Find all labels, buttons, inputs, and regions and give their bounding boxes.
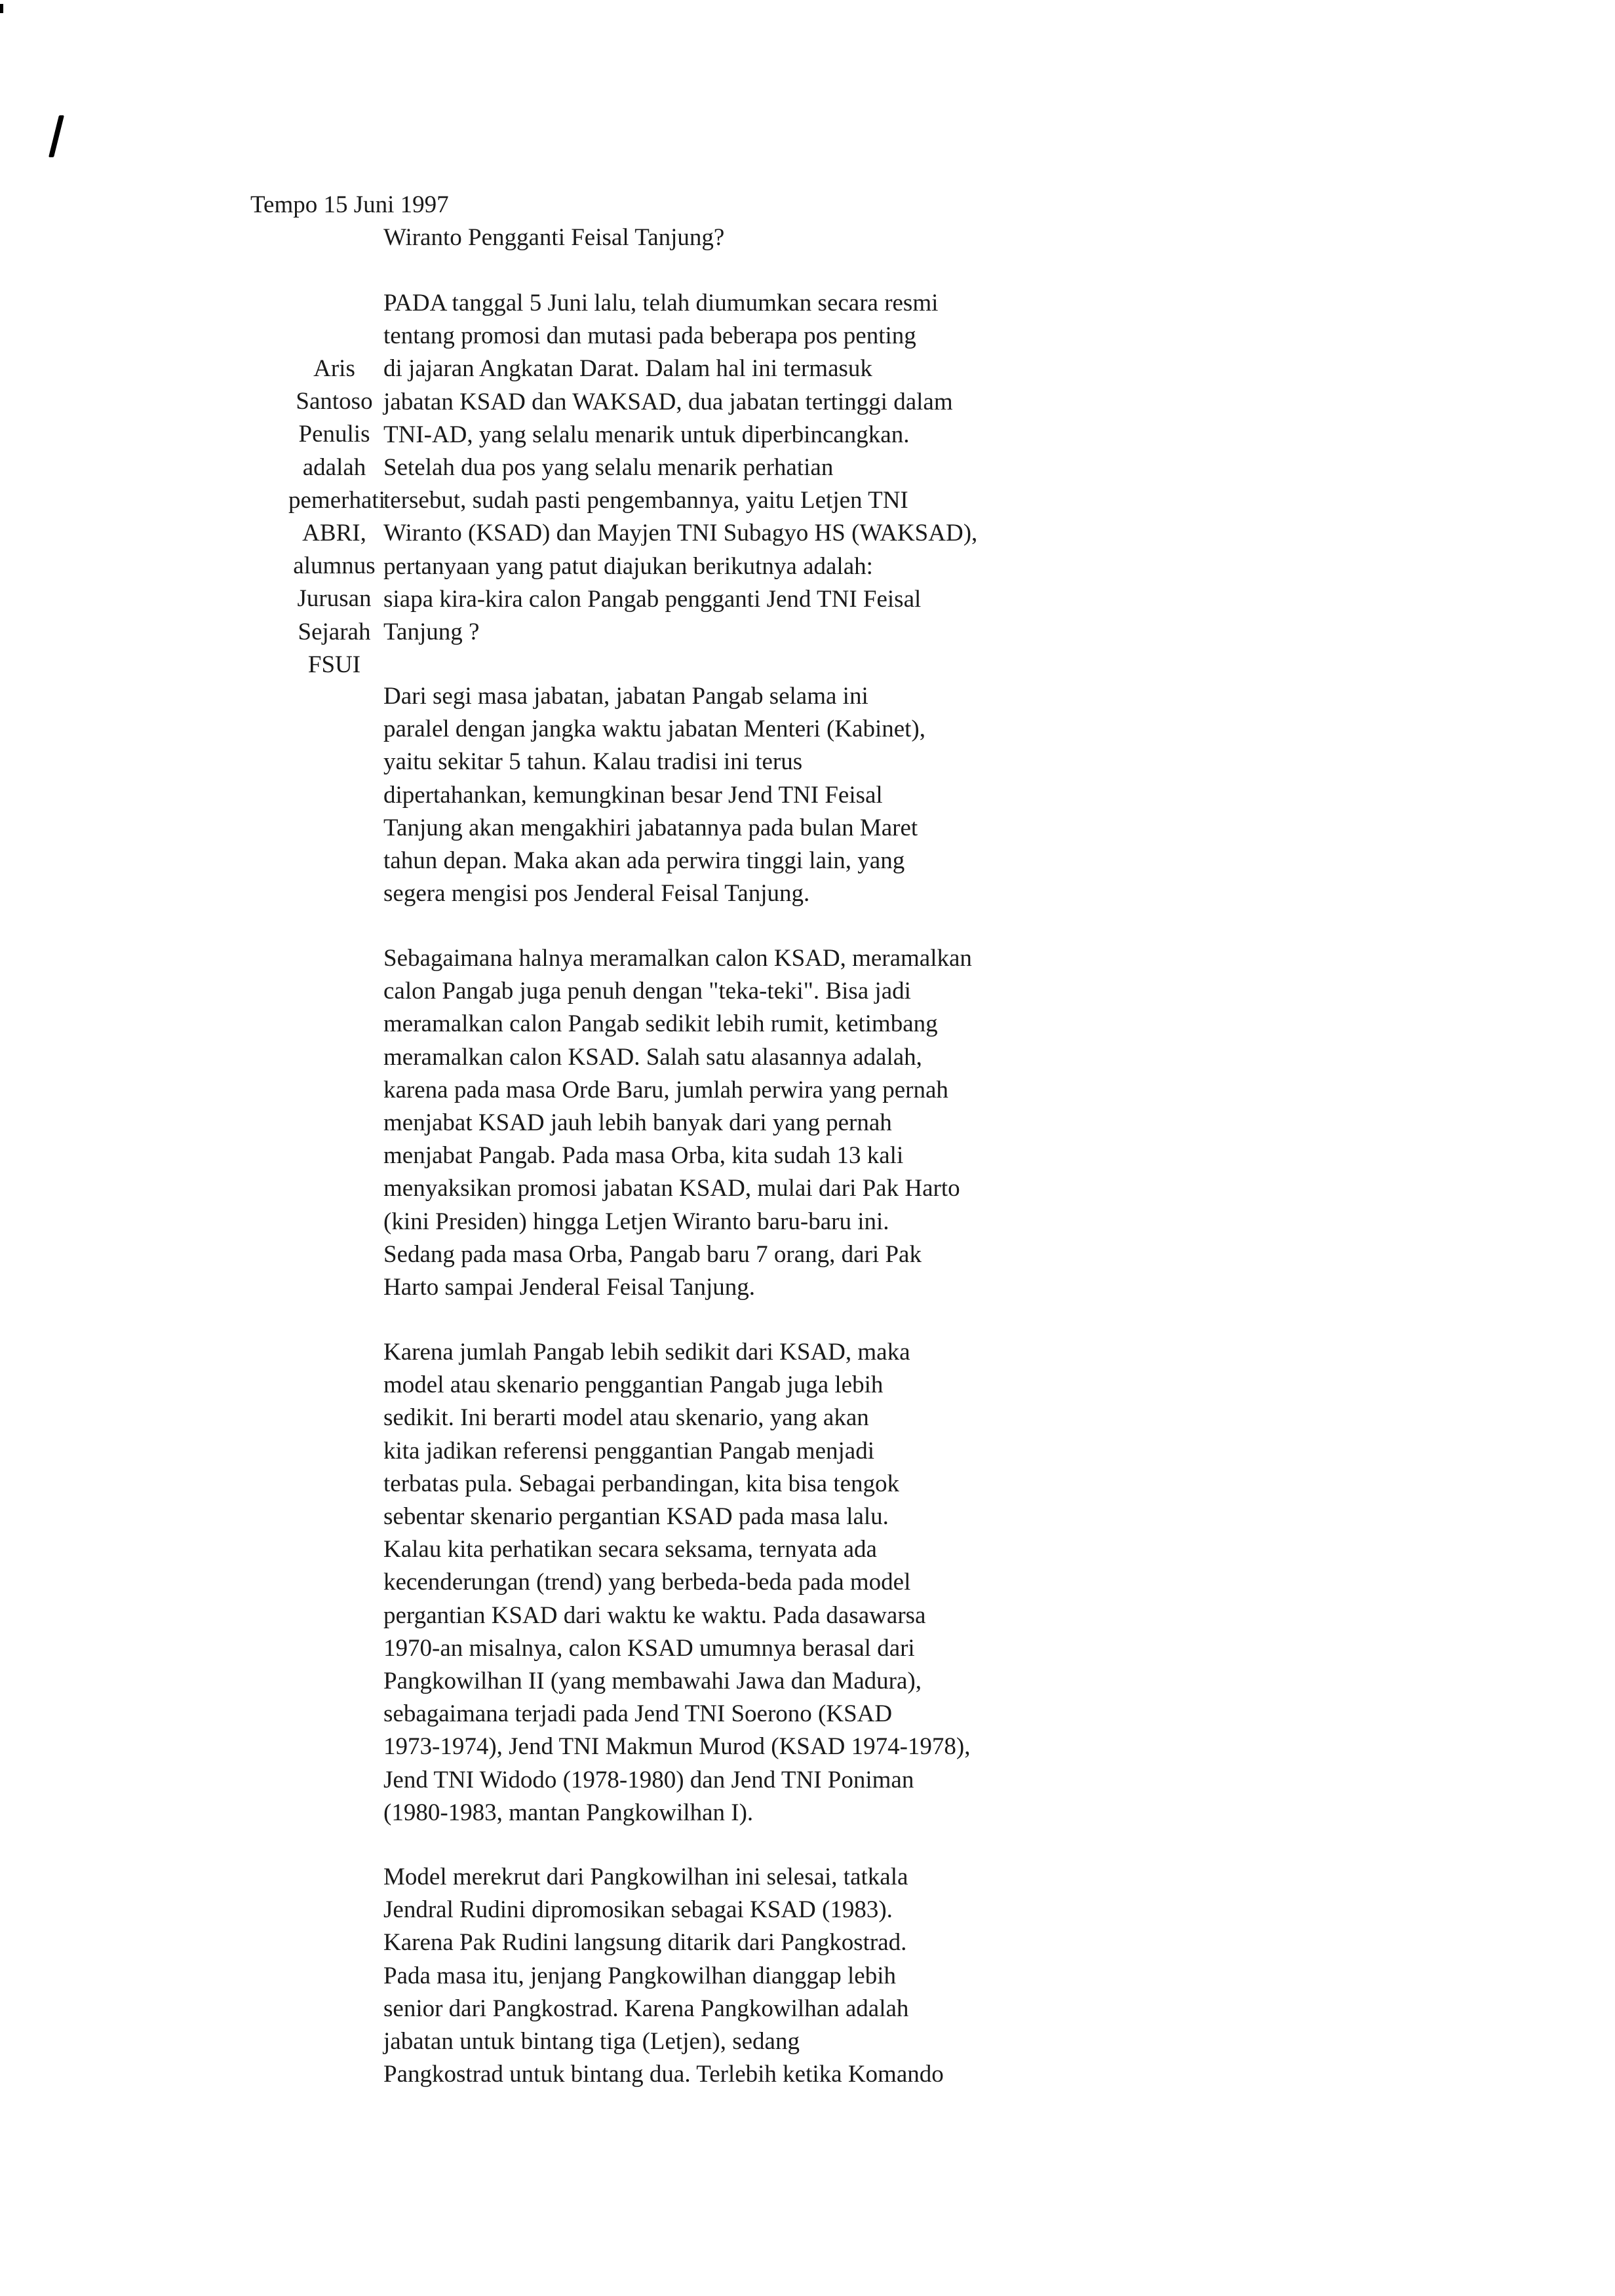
text-line: tentang promosi dan mutasi pada beberapa pos penting bbox=[383, 322, 916, 350]
text-line: Sedang pada masa Orba, Pangab baru 7 orang, dari Pak bbox=[383, 1240, 922, 1268]
paragraph-4 bbox=[383, 1336, 1137, 1829]
text-line: dipertahankan, kemungkinan besar Jend TNI Feisal bbox=[383, 781, 883, 809]
text-line: 1970-an misalnya, calon KSAD umumnya berasal dari bbox=[383, 1634, 915, 1662]
text-line: yaitu sekitar 5 tahun. Kalau tradisi ini terus bbox=[383, 748, 803, 776]
author-note-line: Santoso bbox=[296, 388, 373, 415]
scan-mark bbox=[0, 4, 3, 13]
author-note-line: Sejarah bbox=[298, 618, 371, 645]
text-line: Harto sampai Jenderal Feisal Tanjung. bbox=[383, 1274, 755, 1301]
text-line: meramalkan calon KSAD. Salah satu alasannya adalah, bbox=[383, 1043, 922, 1071]
text-line: kita jadikan referensi penggantian Pangab menjadi bbox=[383, 1437, 874, 1464]
paragraph-1 bbox=[383, 287, 1137, 649]
text-line: Karena Pak Rudini langsung ditarik dari Pangkostrad. bbox=[383, 1929, 907, 1957]
text-line: Tanjung akan mengakhiri jabatannya pada bulan Maret bbox=[383, 814, 918, 841]
text-line: calon Pangab juga penuh dengan "teka-teki". Bisa jadi bbox=[383, 978, 911, 1005]
paragraph-5 bbox=[383, 1861, 1137, 2091]
text-line: Setelah dua pos yang selalu menarik perhatian bbox=[383, 454, 834, 482]
text-line: terbatas pula. Sebagai perbandingan, kita bisa tengok bbox=[383, 1470, 900, 1497]
author-note-line: adalah bbox=[302, 453, 366, 481]
paragraph-2 bbox=[383, 680, 1137, 910]
author-note-line: FSUI bbox=[307, 651, 361, 678]
text-line: menjabat KSAD jauh lebih banyak dari yang pernah bbox=[383, 1109, 892, 1137]
text-line: model atau skenario penggantian Pangab juga lebih bbox=[383, 1371, 884, 1399]
text-line: 1973-1974), Jend TNI Makmun Murod (KSAD 1974-1978), bbox=[383, 1733, 971, 1761]
author-note-line: ABRI, bbox=[302, 520, 366, 547]
text-line: jabatan KSAD dan WAKSAD, dua jabatan tertinggi dalam bbox=[383, 388, 953, 415]
text-line: Jendral Rudini dipromosikan sebagai KSAD (1983). bbox=[383, 1896, 893, 1924]
text-line: kecenderungan (trend) yang berbeda-beda pada model bbox=[383, 1569, 911, 1596]
text-line: Dari segi masa jabatan, jabatan Pangab selama ini bbox=[383, 683, 868, 710]
author-note-line: Aris bbox=[313, 355, 355, 382]
author-note-line: pemerhati bbox=[288, 486, 385, 514]
text-line: Model merekrut dari Pangkowilhan ini selesai, tatkala bbox=[383, 1864, 908, 1890]
text-line: Kalau kita perhatikan secara seksama, ternyata ada bbox=[383, 1536, 877, 1563]
article-title: Wiranto Pengganti Feisal Tanjung? bbox=[383, 224, 725, 251]
text-line: tersebut, sudah pasti pengembannya, yaitu Letjen TNI bbox=[383, 487, 908, 514]
text-line: sebagaimana terjadi pada Jend TNI Soerono (KSAD bbox=[383, 1700, 893, 1728]
text-line: pertanyaan yang patut diajukan berikutnya adalah: bbox=[383, 552, 873, 580]
text-line: pergantian KSAD dari waktu ke waktu. Pada dasawarsa bbox=[383, 1601, 926, 1629]
text-line: karena pada masa Orde Baru, jumlah perwira yang pernah bbox=[383, 1076, 948, 1103]
text-line: Jend TNI Widodo (1978-1980) dan Jend TNI Poniman bbox=[383, 1766, 914, 1793]
text-line: siapa kira-kira calon Pangab pengganti Jend TNI Feisal bbox=[383, 585, 922, 613]
text-line: senior dari Pangkostrad. Karena Pangkowilhan adalah bbox=[383, 1995, 909, 2022]
text-line: segera mengisi pos Jenderal Feisal Tanjung. bbox=[383, 880, 810, 908]
author-note-line: alumnus bbox=[293, 552, 376, 580]
text-line: Pada masa itu, jenjang Pangkowilhan dianggap lebih bbox=[383, 1962, 896, 1989]
text-line: Pangkowilhan II (yang membawahi Jawa dan Madura), bbox=[383, 1668, 922, 1695]
author-note-line: Jurusan bbox=[297, 585, 372, 613]
text-line: sebentar skenario pergantian KSAD pada masa lalu. bbox=[383, 1503, 889, 1531]
text-line: PADA tanggal 5 Juni lalu, telah diumumkan secara resmi bbox=[383, 290, 939, 316]
text-line: Tanjung ? bbox=[383, 619, 480, 646]
text-line: menyaksikan promosi jabatan KSAD, mulai dari Pak Harto bbox=[383, 1175, 960, 1202]
paragraph-3 bbox=[383, 942, 1137, 1304]
text-line: Wiranto (KSAD) dan Mayjen TNI Subagyo HS (WAKSAD), bbox=[383, 520, 978, 547]
source-line: Tempo 15 Juni 1997 bbox=[250, 191, 449, 218]
text-line: tahun depan. Maka akan ada perwira tinggi lain, yang bbox=[383, 847, 905, 875]
text-line: Karena jumlah Pangab lebih sedikit dari KSAD, maka bbox=[383, 1339, 910, 1366]
author-note bbox=[288, 353, 385, 681]
author-note-line: Penulis bbox=[298, 421, 370, 448]
text-line: paralel dengan jangka waktu jabatan Menteri (Kabinet), bbox=[383, 716, 926, 743]
text-line: Pangkostrad untuk bintang dua. Terlebih ketika Komando bbox=[383, 2061, 944, 2088]
text-line: meramalkan calon Pangab sedikit lebih rumit, ketimbang bbox=[383, 1010, 938, 1038]
text-line: jabatan untuk bintang tiga (Letjen), sedang bbox=[383, 2028, 800, 2056]
text-line: menjabat Pangab. Pada masa Orba, kita sudah 13 kali bbox=[383, 1142, 904, 1170]
text-line: (kini Presiden) hingga Letjen Wiranto baru-baru ini. bbox=[383, 1208, 889, 1235]
text-line: (1980-1983, mantan Pangkowilhan I). bbox=[383, 1799, 754, 1826]
handwritten-slash-mark bbox=[49, 115, 64, 157]
text-line: sedikit. Ini berarti model atau skenario, yang akan bbox=[383, 1404, 869, 1432]
text-line: di jajaran Angkatan Darat. Dalam hal ini termasuk bbox=[383, 355, 872, 383]
text-line: TNI-AD, yang selalu menarik untuk diperbincangkan. bbox=[383, 421, 910, 448]
text-line: Sebagaimana halnya meramalkan calon KSAD, meramalkan bbox=[383, 945, 972, 972]
